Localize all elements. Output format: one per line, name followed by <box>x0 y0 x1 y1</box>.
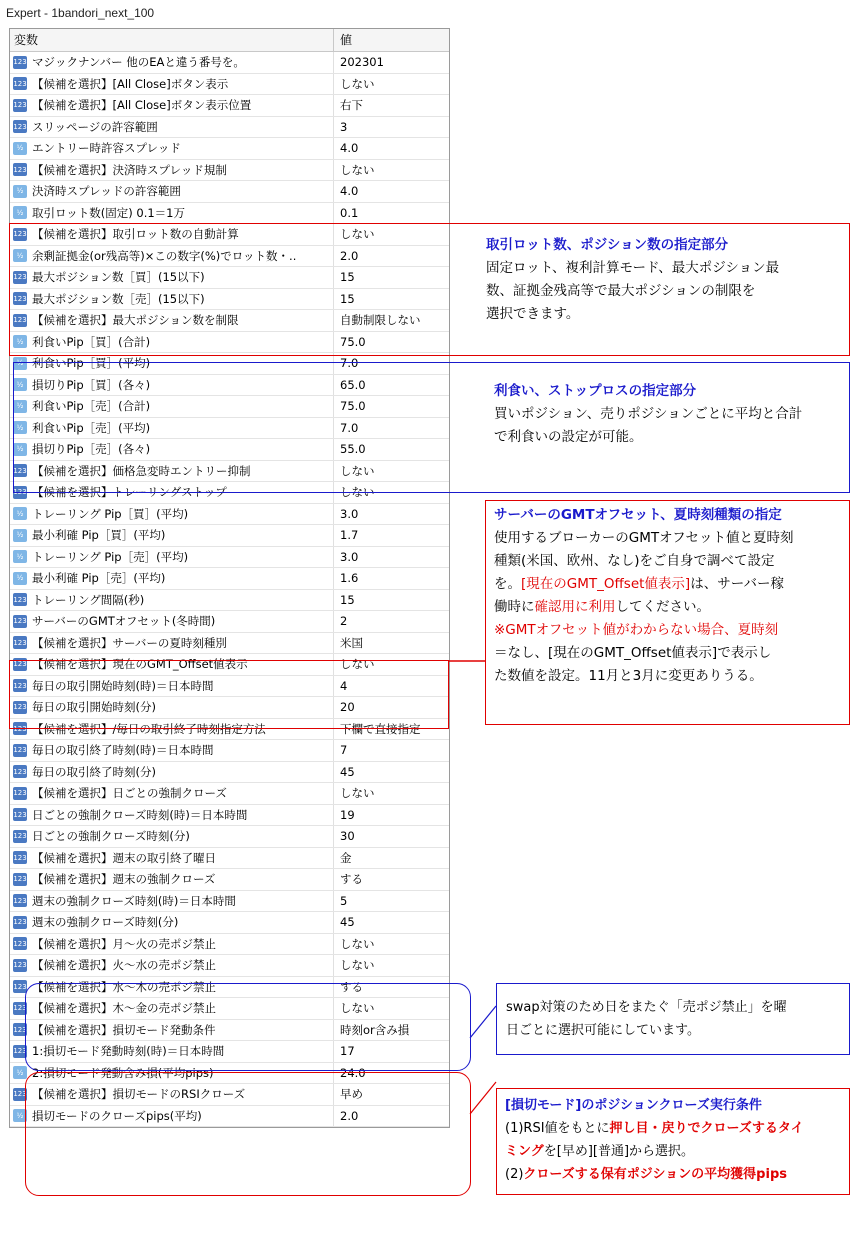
gmt-annotation-line: 種類(米国、欧州、なし)をご自身で調べて設定 <box>494 553 775 569</box>
double-type-icon: ½ <box>13 206 27 219</box>
swap-annotation <box>506 996 787 1042</box>
parameter-value[interactable]: 0.1 <box>340 205 359 220</box>
table-row[interactable] <box>10 590 449 612</box>
parameter-name: エントリー時許容スプレッド <box>32 141 181 156</box>
parameter-name-cell[interactable] <box>10 848 334 869</box>
parameter-name: 週末の強制クローズ時刻(分) <box>32 915 179 930</box>
parameter-value[interactable]: 時刻or含み損 <box>340 1022 410 1037</box>
sl-annotation-line <box>505 1163 804 1186</box>
parameter-value[interactable]: 75.0 <box>340 334 366 349</box>
tp-annotation-title: 利食い、ストップロスの指定部分 <box>494 383 697 399</box>
parameter-name: 【候補を選択】決済時スプレッド規制 <box>32 162 227 177</box>
integer-type-icon: 123 <box>13 830 27 843</box>
parameter-name-cell[interactable] <box>10 95 334 116</box>
integer-type-icon: 123 <box>13 56 27 69</box>
swap-rows-highlight <box>25 983 471 1071</box>
parameter-name: 【候補を選択】価格急変時エントリー抑制 <box>32 463 251 478</box>
parameter-name: 利食いPip［売］(合計) <box>32 399 151 414</box>
table-row[interactable] <box>10 117 449 139</box>
parameter-name-cell[interactable] <box>10 912 334 933</box>
parameter-name: 【候補を選択】週末の強制クローズ <box>32 872 216 887</box>
integer-type-icon: 123 <box>13 636 27 649</box>
parameter-name: 損切りPip［買］(各々) <box>32 377 151 392</box>
parameter-name-cell[interactable] <box>10 869 334 890</box>
table-row[interactable] <box>10 95 449 117</box>
parameter-value[interactable]: 2 <box>340 614 348 629</box>
sl-text: を[早め][普通]から選択。 <box>543 1144 695 1159</box>
integer-type-icon: 123 <box>13 980 27 993</box>
table-row[interactable] <box>10 74 449 96</box>
parameter-value[interactable]: 2.0 <box>340 248 359 263</box>
parameter-name: 2:損切モード発動含み損(平均pips) <box>32 1065 214 1080</box>
integer-type-icon: 123 <box>13 615 27 628</box>
parameter-name-cell[interactable] <box>10 891 334 912</box>
table-row[interactable] <box>10 568 449 590</box>
parameter-value[interactable]: 早め <box>340 1087 363 1102</box>
parameter-name: マジックナンバー 他のEAと違う番号を。 <box>32 55 245 70</box>
gmt-rows-highlight <box>9 660 449 729</box>
parameter-name: 損切モードのクローズpips(平均) <box>32 1108 202 1123</box>
table-row[interactable] <box>10 805 449 827</box>
parameter-name-cell[interactable] <box>10 525 334 546</box>
sl-text: (2) <box>505 1167 524 1182</box>
gmt-annotation-line <box>494 573 794 596</box>
integer-type-icon: 123 <box>13 765 27 778</box>
double-type-icon: ½ <box>13 421 27 434</box>
parameter-name: 【候補を選択】トレーリングストップ <box>32 485 227 500</box>
parameter-value[interactable]: 下欄で直接指定 <box>340 721 421 736</box>
parameter-value[interactable]: 米国 <box>340 635 363 650</box>
parameter-name-cell[interactable] <box>10 138 334 159</box>
sl-text-highlight: 押し目・戻りでクローズするタイ <box>609 1121 804 1136</box>
parameter-value[interactable]: 17 <box>340 1044 355 1059</box>
table-row[interactable] <box>10 504 449 526</box>
parameter-name: トレーリング Pip［売］(平均) <box>32 549 189 564</box>
parameter-name: 【候補を選択】[All Close]ボタン表示位置 <box>32 98 252 113</box>
parameter-name: 日ごとの強制クローズ時刻(分) <box>32 829 190 844</box>
parameter-name-cell[interactable] <box>10 52 334 73</box>
parameter-name: 【候補を選択】火～水の売ポジ禁止 <box>32 958 216 973</box>
parameter-value[interactable]: 自動制限しない <box>340 313 421 328</box>
gmt-text-highlight: [現在のGMT_Offset値表示] <box>521 576 691 592</box>
parameter-value[interactable]: 19 <box>340 807 355 822</box>
parameter-value[interactable]: する <box>340 979 363 994</box>
parameter-value[interactable]: 3 <box>340 119 348 134</box>
parameter-value[interactable]: しない <box>340 958 375 973</box>
parameter-name-cell[interactable] <box>10 611 334 632</box>
parameter-name: 【候補を選択】月～火の売ポジ禁止 <box>32 936 216 951</box>
integer-type-icon: 123 <box>13 873 27 886</box>
integer-type-icon: 123 <box>13 314 27 327</box>
parameter-value[interactable]: 7.0 <box>340 356 359 371</box>
double-type-icon: ½ <box>13 142 27 155</box>
integer-type-icon: 123 <box>13 163 27 176</box>
parameter-value[interactable]: しない <box>340 162 375 177</box>
table-body <box>10 52 449 1127</box>
parameter-value[interactable]: 1.7 <box>340 528 359 543</box>
table-row[interactable] <box>10 181 449 203</box>
table-row[interactable] <box>10 934 449 956</box>
parameter-name: 最小利確 Pip［売］(平均) <box>32 571 166 586</box>
parameter-value[interactable]: 15 <box>340 270 355 285</box>
table-row[interactable] <box>10 762 449 784</box>
header-variable[interactable]: 変数 <box>10 29 334 51</box>
parameter-name-cell[interactable] <box>10 590 334 611</box>
parameter-name: 【候補を選択】/毎日の取引終了時刻指定方法 <box>32 721 266 736</box>
parameter-value[interactable]: する <box>340 872 363 887</box>
parameter-name-cell[interactable] <box>10 762 334 783</box>
parameter-value[interactable]: 202301 <box>340 55 384 70</box>
parameter-name: トレーリング Pip［買］(平均) <box>32 506 189 521</box>
parameter-value[interactable]: 45 <box>340 764 355 779</box>
parameter-value[interactable]: 2.0 <box>340 1108 359 1123</box>
window-title: Expert - 1bandori_next_100 <box>6 6 155 20</box>
parameter-value[interactable]: 24.0 <box>340 1065 366 1080</box>
parameter-value[interactable]: 30 <box>340 829 355 844</box>
gmt-annotation-line: た数値を設定。11月と3月に変更ありうる。 <box>494 668 763 684</box>
parameter-value[interactable]: 3.0 <box>340 549 359 564</box>
sl-annotation-line <box>505 1117 804 1140</box>
parameter-name: 【候補を選択】現在のGMT_Offset値表示 <box>32 657 248 672</box>
parameter-value[interactable]: しない <box>340 657 375 672</box>
lot-annotation-line: 固定ロット、複利計算モード、最大ポジション最 <box>486 260 780 276</box>
parameter-name: 利食いPip［売］(平均) <box>32 420 151 435</box>
integer-type-icon: 123 <box>13 851 27 864</box>
integer-type-icon: 123 <box>13 679 27 692</box>
parameter-value[interactable]: 5 <box>340 893 348 908</box>
double-type-icon: ½ <box>13 572 27 585</box>
parameter-value[interactable]: 7.0 <box>340 420 359 435</box>
double-type-icon: ½ <box>13 185 27 198</box>
parameter-name-cell[interactable] <box>10 117 334 138</box>
lot-annotation-line: 数、証拠金残高等で最大ポジションの制限を <box>486 283 756 299</box>
parameter-name: 決済時スプレッドの許容範囲 <box>32 184 181 199</box>
parameter-name: 【候補を選択】[All Close]ボタン表示 <box>32 76 229 91</box>
gmt-text: を。 <box>494 576 521 592</box>
integer-type-icon: 123 <box>13 1045 27 1058</box>
sl-rows-highlight <box>25 1072 471 1196</box>
parameter-value[interactable]: 15 <box>340 291 355 306</box>
integer-type-icon: 123 <box>13 228 27 241</box>
gmt-text: 働時に <box>494 599 535 615</box>
integer-type-icon: 123 <box>13 292 27 305</box>
parameter-name: 毎日の取引開始時刻(時)＝日本時間 <box>32 678 214 693</box>
parameter-name: 【候補を選択】日ごとの強制クローズ <box>32 786 227 801</box>
lot-annotation <box>486 234 779 326</box>
table-row[interactable] <box>10 160 449 182</box>
parameter-name-cell[interactable] <box>10 955 334 976</box>
double-type-icon: ½ <box>13 378 27 391</box>
parameter-name: トレーリング間隔(秒) <box>32 592 145 607</box>
parameter-name: 毎日の取引終了時刻(分) <box>32 764 156 779</box>
double-type-icon: ½ <box>13 507 27 520</box>
integer-type-icon: 123 <box>13 744 27 757</box>
table-row[interactable] <box>10 826 449 848</box>
integer-type-icon: 123 <box>13 99 27 112</box>
gmt-annotation-note: ※GMTオフセット値がわからない場合、夏時刻 <box>494 622 779 638</box>
table-row[interactable] <box>10 783 449 805</box>
integer-type-icon: 123 <box>13 722 27 735</box>
parameter-value[interactable]: 20 <box>340 700 355 715</box>
parameter-name-cell[interactable] <box>10 740 334 761</box>
gmt-annotation-line: ＝なし、[現在のGMT_Offset値表示]で表示し <box>494 645 772 661</box>
integer-type-icon: 123 <box>13 701 27 714</box>
table-row[interactable] <box>10 525 449 547</box>
parameter-name: 余剰証拠金(or残高等)×この数字(%)でロット数・.. <box>32 248 297 263</box>
parameter-value[interactable]: 15 <box>340 592 355 607</box>
sl-text-highlight: ミング <box>505 1144 544 1159</box>
parameter-name: 【候補を選択】木～金の売ポジ禁止 <box>32 1001 216 1016</box>
parameter-value[interactable]: しない <box>340 936 375 951</box>
parameter-value[interactable]: 4 <box>340 678 348 693</box>
parameter-value[interactable]: 75.0 <box>340 399 366 414</box>
sl-text: (1)RSI値をもとに <box>505 1121 610 1136</box>
gmt-annotation-title: サーバーのGMTオフセット、夏時刻種類の指定 <box>494 507 782 523</box>
integer-type-icon: 123 <box>13 593 27 606</box>
integer-type-icon: 123 <box>13 959 27 972</box>
parameter-name: 最大ポジション数［売］(15以下) <box>32 291 205 306</box>
sl-annotation-line <box>505 1140 804 1163</box>
parameter-name: 最小利確 Pip［買］(平均) <box>32 528 166 543</box>
integer-type-icon: 123 <box>13 808 27 821</box>
integer-type-icon: 123 <box>13 271 27 284</box>
parameter-name-cell[interactable] <box>10 181 334 202</box>
parameter-name-cell[interactable] <box>10 826 334 847</box>
table-row[interactable] <box>10 138 449 160</box>
table-row[interactable] <box>10 52 449 74</box>
header-value[interactable]: 値 <box>340 33 353 47</box>
parameter-name: 利食いPip［買］(平均) <box>32 356 151 371</box>
parameter-value[interactable]: しない <box>340 463 375 478</box>
parameters-table <box>9 28 450 1128</box>
double-type-icon: ½ <box>13 550 27 563</box>
table-header <box>10 29 449 52</box>
integer-type-icon: 123 <box>13 894 27 907</box>
parameter-name-cell[interactable] <box>10 547 334 568</box>
parameter-value[interactable]: しない <box>340 786 375 801</box>
table-row[interactable] <box>10 912 449 934</box>
parameter-name-cell[interactable] <box>10 74 334 95</box>
table-row[interactable] <box>10 547 449 569</box>
parameter-name: 【候補を選択】サーバーの夏時刻種別 <box>32 635 227 650</box>
double-type-icon: ½ <box>13 1066 27 1079</box>
table-row[interactable] <box>10 203 449 225</box>
swap-connector <box>468 1002 498 1042</box>
parameter-name-cell[interactable] <box>10 934 334 955</box>
parameter-value[interactable]: 45 <box>340 915 355 930</box>
table-row[interactable] <box>10 740 449 762</box>
double-type-icon: ½ <box>13 357 27 370</box>
double-type-icon: ½ <box>13 443 27 456</box>
parameter-value[interactable]: 4.0 <box>340 184 359 199</box>
tp-annotation-line: 買いポジション、売りポジションごとに平均と合計 <box>494 406 803 422</box>
gmt-text-highlight: 確認用に利用 <box>534 599 616 615</box>
integer-type-icon: 123 <box>13 1088 27 1101</box>
table-row[interactable] <box>10 955 449 977</box>
integer-type-icon: 123 <box>13 120 27 133</box>
swap-annotation-line: swap対策のため日をまたぐ「売ポジ禁止」を曜 <box>506 1000 787 1015</box>
parameter-name: 損切りPip［売］(各々) <box>32 442 151 457</box>
double-type-icon: ½ <box>13 529 27 542</box>
tp-annotation-line: で利食いの設定が可能。 <box>494 429 643 445</box>
integer-type-icon: 123 <box>13 937 27 950</box>
parameter-value[interactable]: 3.0 <box>340 506 359 521</box>
double-type-icon: ½ <box>13 335 27 348</box>
integer-type-icon: 123 <box>13 464 27 477</box>
parameter-name-cell[interactable] <box>10 504 334 525</box>
parameter-name-cell[interactable] <box>10 783 334 804</box>
integer-type-icon: 123 <box>13 658 27 671</box>
table-row[interactable] <box>10 869 449 891</box>
tp-annotation <box>494 380 802 449</box>
sl-text-highlight: クローズする保有ポジションの平均獲得pips <box>523 1167 787 1182</box>
parameter-name: スリッページの許容範囲 <box>32 119 158 134</box>
parameter-value[interactable]: 65.0 <box>340 377 366 392</box>
integer-type-icon: 123 <box>13 916 27 929</box>
parameter-value[interactable]: しない <box>340 227 375 242</box>
parameter-name: 【候補を選択】損切モード発動条件 <box>32 1022 216 1037</box>
lot-annotation-title: 取引ロット数、ポジション数の指定部分 <box>486 237 729 253</box>
parameter-value[interactable]: 右下 <box>340 98 363 113</box>
parameter-name-cell[interactable] <box>10 160 334 181</box>
integer-type-icon: 123 <box>13 1002 27 1015</box>
table-row[interactable] <box>10 611 449 633</box>
parameter-value[interactable]: しない <box>340 76 375 91</box>
integer-type-icon: 123 <box>13 486 27 499</box>
parameter-name: 1:損切モード発動時刻(時)＝日本時間 <box>32 1044 225 1059</box>
parameter-name-cell[interactable] <box>10 633 334 654</box>
sl-connector <box>468 1078 498 1118</box>
parameter-value[interactable]: 55.0 <box>340 442 366 457</box>
parameter-name: 利食いPip［買］(合計) <box>32 334 151 349</box>
gmt-annotation-line: 使用するブローカーのGMTオフセット値と夏時刻 <box>494 530 794 546</box>
integer-type-icon: 123 <box>13 77 27 90</box>
sl-annotation-title: [損切モード]のポジションクローズ実行条件 <box>505 1098 762 1113</box>
parameter-value[interactable]: 1.6 <box>340 571 359 586</box>
gmt-annotation <box>494 504 794 688</box>
gmt-text: してください。 <box>615 599 710 615</box>
table-row[interactable] <box>10 891 449 913</box>
parameter-name-cell[interactable] <box>10 568 334 589</box>
double-type-icon: ½ <box>13 1109 27 1122</box>
parameter-value[interactable]: 4.0 <box>340 141 359 156</box>
table-row[interactable] <box>10 633 449 655</box>
table-row[interactable] <box>10 848 449 870</box>
double-type-icon: ½ <box>13 249 27 262</box>
integer-type-icon: 123 <box>13 1023 27 1036</box>
parameter-name: 取引ロット数(固定) 0.1＝1万 <box>32 205 186 220</box>
integer-type-icon: 123 <box>13 787 27 800</box>
sl-annotation <box>505 1094 804 1186</box>
parameter-value[interactable]: 金 <box>340 850 352 865</box>
double-type-icon: ½ <box>13 400 27 413</box>
parameter-name: 週末の強制クローズ時刻(時)＝日本時間 <box>32 893 236 908</box>
parameter-name: 【候補を選択】水～木の売ポジ禁止 <box>32 979 216 994</box>
parameter-name: 【候補を選択】取引ロット数の自動計算 <box>32 227 239 242</box>
parameter-value[interactable]: 7 <box>340 743 348 758</box>
gmt-text: は、サーバー稼 <box>690 576 785 592</box>
parameter-name-cell[interactable] <box>10 203 334 224</box>
parameter-name-cell[interactable] <box>10 805 334 826</box>
parameter-name: 日ごとの強制クローズ時刻(時)＝日本時間 <box>32 807 248 822</box>
lot-annotation-line: 選択できます。 <box>486 306 580 322</box>
parameter-name: サーバーのGMTオフセット(冬時間) <box>32 614 216 629</box>
parameter-value[interactable]: しない <box>340 1001 375 1016</box>
parameter-name: 毎日の取引開始時刻(分) <box>32 700 156 715</box>
gmt-annotation-line <box>494 596 794 619</box>
parameter-value[interactable]: しない <box>340 485 375 500</box>
gmt-connector <box>440 655 490 667</box>
parameter-name: 【候補を選択】損切モードのRSIクローズ <box>32 1087 246 1102</box>
parameter-name: 【候補を選択】最大ポジション数を制限 <box>32 313 239 328</box>
parameter-name: 毎日の取引終了時刻(時)＝日本時間 <box>32 743 214 758</box>
parameter-name: 最大ポジション数［買］(15以下) <box>32 270 205 285</box>
swap-annotation-line: 日ごとに選択可能にしています。 <box>506 1023 700 1038</box>
parameter-name: 【候補を選択】週末の取引終了曜日 <box>32 850 216 865</box>
